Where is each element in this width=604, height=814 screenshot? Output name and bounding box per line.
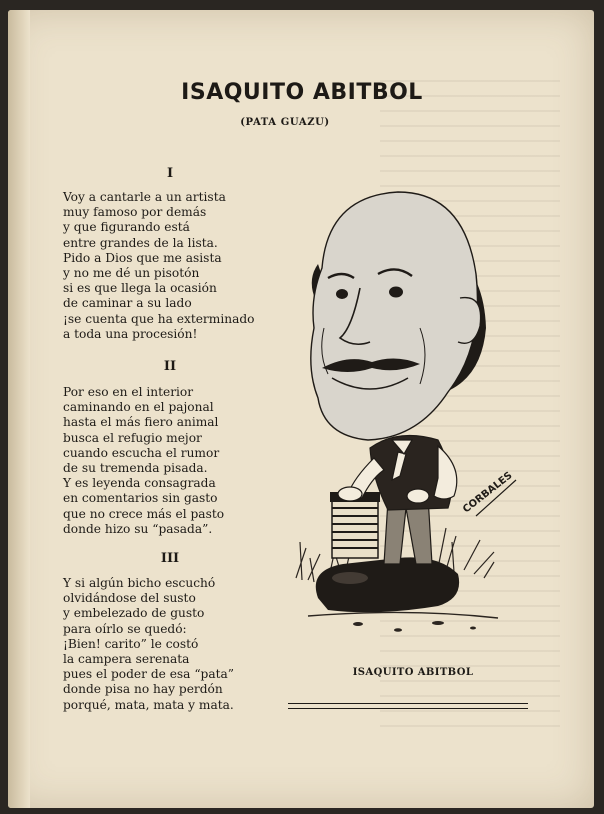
page-title: ISAQUITO ABITBOL	[181, 80, 423, 105]
verse-line: porqué, mata, mata y mata.	[63, 697, 234, 712]
verse-line: donde hizo su “pasada”.	[63, 521, 213, 536]
section-numeral-3: III	[160, 551, 180, 566]
verse-line: y no me dé un pisotón	[63, 266, 200, 281]
page-subtitle: (PATA GUAZU)	[240, 117, 330, 128]
verse-line: de su tremenda pisada.	[63, 461, 208, 476]
stanza-3	[63, 576, 303, 713]
left-hand	[338, 487, 362, 501]
verse-line: entre grandes de la lista.	[63, 235, 218, 250]
giant-foot	[316, 557, 459, 612]
verse-line: a toda una procesión!	[63, 326, 198, 341]
caricature-illustration	[288, 178, 528, 648]
verse-line: cuando escucha el rumor	[63, 445, 220, 460]
verse-line: si es que llega la ocasión	[63, 281, 217, 296]
verse-line: hasta el más fiero animal	[63, 415, 219, 430]
verse-line: y embelezado de gusto	[63, 606, 205, 621]
verse-line: en comentarios sin gasto	[63, 491, 218, 506]
verse-line: donde pisa no hay perdón	[63, 682, 223, 697]
book-spine	[8, 10, 30, 808]
pebbles	[353, 621, 476, 632]
double-rule	[288, 703, 528, 709]
ground-line	[308, 612, 498, 618]
verse-line: la campera serenata	[63, 652, 190, 667]
verse-line: Pido a Dios que me asista	[63, 250, 222, 265]
verse-line: que no crece más el pasto	[63, 506, 225, 521]
head	[311, 192, 478, 440]
verse-line: Voy a cantarle a un artista	[63, 190, 226, 204]
right-hand	[407, 489, 429, 503]
artist-signature: CORBALES	[461, 470, 515, 516]
stanza-2	[63, 385, 303, 537]
verse-line: busca el refugio mejor	[63, 430, 202, 445]
verse-line: Por eso en el interior	[63, 385, 194, 399]
verse-line: caminando en el pajonal	[63, 400, 214, 415]
verse-line: ¡Bien! carito” le costó	[63, 636, 199, 651]
verse-line: de caminar a su lado	[63, 296, 192, 311]
accordion	[330, 492, 380, 558]
illustration-caption: ISAQUITO ABITBOL	[352, 667, 474, 678]
section-numeral-1: I	[166, 166, 174, 181]
verse-line: Y si algún bicho escuchó	[63, 576, 216, 590]
verse-line: Y es leyenda consagrada	[63, 476, 216, 491]
foot-highlight	[332, 572, 368, 584]
verse-line: para oírlo se quedó:	[63, 621, 187, 636]
verse-line: ¡se cuenta que ha exterminado	[63, 311, 255, 326]
stanza-1	[63, 190, 303, 342]
verse-line: pues el poder de esa “pata”	[63, 667, 235, 682]
verse-line: olvidándose del susto	[63, 591, 196, 606]
right-arm	[434, 446, 457, 499]
section-numeral-2: II	[163, 359, 177, 374]
verse-line: muy famoso por demás	[63, 205, 207, 220]
verse-line: y que figurando está	[63, 220, 190, 235]
